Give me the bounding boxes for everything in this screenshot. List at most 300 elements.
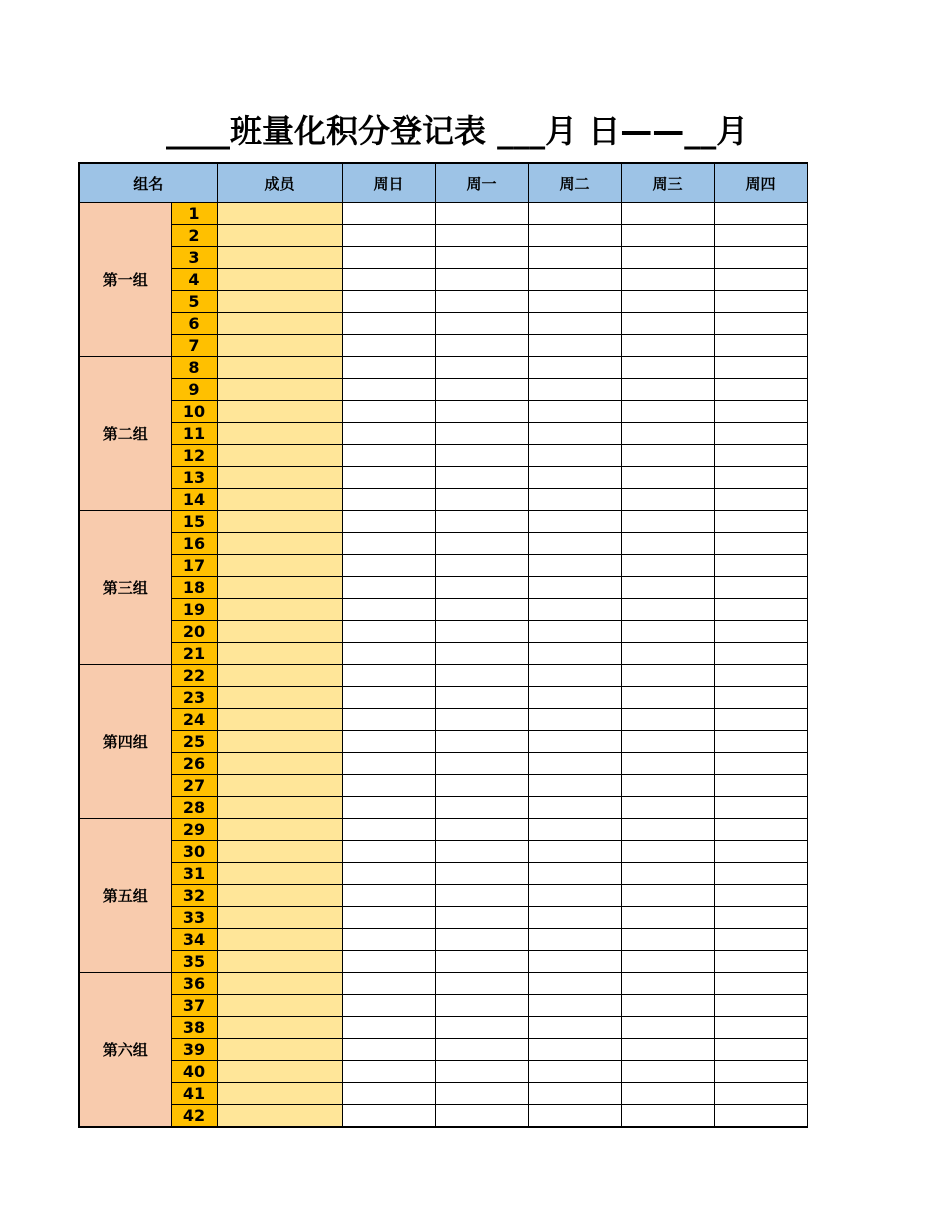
member-number-cell[interactable]: 17	[171, 555, 217, 577]
header-sunday[interactable]: 周日	[342, 163, 435, 203]
member-number-cell[interactable]: 37	[171, 995, 217, 1017]
score-cell-tuesday[interactable]	[528, 753, 621, 775]
score-cell-monday[interactable]	[435, 797, 528, 819]
score-cell-thursday[interactable]	[714, 819, 807, 841]
score-cell-tuesday[interactable]	[528, 577, 621, 599]
score-cell-wednesday[interactable]	[621, 379, 714, 401]
member-number-cell[interactable]: 30	[171, 841, 217, 863]
member-number-cell[interactable]: 21	[171, 643, 217, 665]
member-name-cell[interactable]	[217, 973, 342, 995]
score-cell-monday[interactable]	[435, 1083, 528, 1105]
member-number-cell[interactable]: 4	[171, 269, 217, 291]
score-cell-sunday[interactable]	[342, 885, 435, 907]
score-cell-wednesday[interactable]	[621, 401, 714, 423]
score-cell-monday[interactable]	[435, 335, 528, 357]
score-cell-sunday[interactable]	[342, 995, 435, 1017]
group-name-cell[interactable]: 第二组	[79, 357, 171, 511]
member-number-cell[interactable]: 2	[171, 225, 217, 247]
member-number-cell[interactable]: 18	[171, 577, 217, 599]
score-cell-thursday[interactable]	[714, 335, 807, 357]
member-name-cell[interactable]	[217, 357, 342, 379]
group-name-cell[interactable]: 第三组	[79, 511, 171, 665]
member-name-cell[interactable]	[217, 687, 342, 709]
score-cell-tuesday[interactable]	[528, 797, 621, 819]
score-cell-sunday[interactable]	[342, 335, 435, 357]
score-cell-tuesday[interactable]	[528, 511, 621, 533]
score-cell-thursday[interactable]	[714, 203, 807, 225]
member-number-cell[interactable]: 36	[171, 973, 217, 995]
score-cell-thursday[interactable]	[714, 401, 807, 423]
member-number-cell[interactable]: 19	[171, 599, 217, 621]
score-cell-wednesday[interactable]	[621, 709, 714, 731]
score-cell-monday[interactable]	[435, 269, 528, 291]
member-number-cell[interactable]: 9	[171, 379, 217, 401]
member-name-cell[interactable]	[217, 841, 342, 863]
score-cell-wednesday[interactable]	[621, 819, 714, 841]
member-name-cell[interactable]	[217, 665, 342, 687]
group-name-cell[interactable]: 第六组	[79, 973, 171, 1128]
score-cell-monday[interactable]	[435, 951, 528, 973]
member-name-cell[interactable]	[217, 247, 342, 269]
score-cell-sunday[interactable]	[342, 577, 435, 599]
score-cell-thursday[interactable]	[714, 533, 807, 555]
score-cell-tuesday[interactable]	[528, 841, 621, 863]
score-cell-tuesday[interactable]	[528, 225, 621, 247]
member-name-cell[interactable]	[217, 599, 342, 621]
score-cell-wednesday[interactable]	[621, 247, 714, 269]
score-cell-wednesday[interactable]	[621, 863, 714, 885]
member-number-cell[interactable]: 24	[171, 709, 217, 731]
score-cell-wednesday[interactable]	[621, 951, 714, 973]
score-cell-wednesday[interactable]	[621, 445, 714, 467]
score-cell-thursday[interactable]	[714, 1061, 807, 1083]
score-cell-thursday[interactable]	[714, 1105, 807, 1128]
score-cell-monday[interactable]	[435, 555, 528, 577]
member-name-cell[interactable]	[217, 929, 342, 951]
score-cell-wednesday[interactable]	[621, 225, 714, 247]
score-cell-monday[interactable]	[435, 445, 528, 467]
score-cell-thursday[interactable]	[714, 907, 807, 929]
group-name-cell[interactable]: 第四组	[79, 665, 171, 819]
score-cell-monday[interactable]	[435, 621, 528, 643]
score-cell-sunday[interactable]	[342, 1039, 435, 1061]
score-cell-thursday[interactable]	[714, 973, 807, 995]
score-cell-sunday[interactable]	[342, 797, 435, 819]
member-name-cell[interactable]	[217, 1017, 342, 1039]
score-cell-wednesday[interactable]	[621, 269, 714, 291]
score-cell-wednesday[interactable]	[621, 357, 714, 379]
score-cell-sunday[interactable]	[342, 665, 435, 687]
member-name-cell[interactable]	[217, 1039, 342, 1061]
score-cell-thursday[interactable]	[714, 291, 807, 313]
score-cell-sunday[interactable]	[342, 203, 435, 225]
member-name-cell[interactable]	[217, 291, 342, 313]
member-number-cell[interactable]: 32	[171, 885, 217, 907]
member-name-cell[interactable]	[217, 401, 342, 423]
member-number-cell[interactable]: 39	[171, 1039, 217, 1061]
member-name-cell[interactable]	[217, 753, 342, 775]
score-cell-tuesday[interactable]	[528, 907, 621, 929]
member-number-cell[interactable]: 6	[171, 313, 217, 335]
header-tuesday[interactable]: 周二	[528, 163, 621, 203]
member-name-cell[interactable]	[217, 511, 342, 533]
score-cell-wednesday[interactable]	[621, 841, 714, 863]
score-cell-sunday[interactable]	[342, 775, 435, 797]
score-cell-thursday[interactable]	[714, 445, 807, 467]
score-cell-sunday[interactable]	[342, 555, 435, 577]
member-number-cell[interactable]: 14	[171, 489, 217, 511]
score-cell-tuesday[interactable]	[528, 885, 621, 907]
score-cell-sunday[interactable]	[342, 291, 435, 313]
score-cell-thursday[interactable]	[714, 863, 807, 885]
score-cell-wednesday[interactable]	[621, 643, 714, 665]
score-cell-monday[interactable]	[435, 401, 528, 423]
score-cell-monday[interactable]	[435, 423, 528, 445]
score-cell-monday[interactable]	[435, 203, 528, 225]
score-cell-sunday[interactable]	[342, 225, 435, 247]
score-cell-thursday[interactable]	[714, 313, 807, 335]
score-cell-wednesday[interactable]	[621, 797, 714, 819]
score-cell-sunday[interactable]	[342, 1105, 435, 1128]
score-cell-wednesday[interactable]	[621, 885, 714, 907]
member-number-cell[interactable]: 33	[171, 907, 217, 929]
member-name-cell[interactable]	[217, 731, 342, 753]
member-number-cell[interactable]: 40	[171, 1061, 217, 1083]
score-cell-monday[interactable]	[435, 907, 528, 929]
score-cell-monday[interactable]	[435, 467, 528, 489]
score-cell-sunday[interactable]	[342, 313, 435, 335]
member-number-cell[interactable]: 12	[171, 445, 217, 467]
score-cell-monday[interactable]	[435, 577, 528, 599]
score-cell-sunday[interactable]	[342, 643, 435, 665]
group-name-cell[interactable]: 第一组	[79, 203, 171, 357]
score-cell-tuesday[interactable]	[528, 379, 621, 401]
member-number-cell[interactable]: 31	[171, 863, 217, 885]
score-cell-thursday[interactable]	[714, 269, 807, 291]
score-cell-sunday[interactable]	[342, 489, 435, 511]
member-name-cell[interactable]	[217, 1105, 342, 1128]
member-number-cell[interactable]: 16	[171, 533, 217, 555]
member-name-cell[interactable]	[217, 423, 342, 445]
score-cell-sunday[interactable]	[342, 973, 435, 995]
score-cell-monday[interactable]	[435, 247, 528, 269]
score-cell-thursday[interactable]	[714, 797, 807, 819]
member-number-cell[interactable]: 27	[171, 775, 217, 797]
score-cell-thursday[interactable]	[714, 621, 807, 643]
score-cell-thursday[interactable]	[714, 577, 807, 599]
member-number-cell[interactable]: 5	[171, 291, 217, 313]
score-cell-monday[interactable]	[435, 665, 528, 687]
member-name-cell[interactable]	[217, 467, 342, 489]
score-cell-tuesday[interactable]	[528, 643, 621, 665]
member-name-cell[interactable]	[217, 863, 342, 885]
member-number-cell[interactable]: 29	[171, 819, 217, 841]
member-number-cell[interactable]: 35	[171, 951, 217, 973]
header-monday[interactable]: 周一	[435, 163, 528, 203]
score-cell-wednesday[interactable]	[621, 753, 714, 775]
score-cell-monday[interactable]	[435, 489, 528, 511]
member-number-cell[interactable]: 22	[171, 665, 217, 687]
score-cell-monday[interactable]	[435, 841, 528, 863]
score-cell-tuesday[interactable]	[528, 599, 621, 621]
score-cell-wednesday[interactable]	[621, 489, 714, 511]
score-cell-sunday[interactable]	[342, 401, 435, 423]
score-cell-tuesday[interactable]	[528, 819, 621, 841]
score-cell-sunday[interactable]	[342, 1061, 435, 1083]
score-cell-monday[interactable]	[435, 995, 528, 1017]
score-cell-monday[interactable]	[435, 643, 528, 665]
header-group-name[interactable]: 组名	[79, 163, 217, 203]
score-cell-tuesday[interactable]	[528, 1017, 621, 1039]
score-cell-tuesday[interactable]	[528, 269, 621, 291]
score-cell-sunday[interactable]	[342, 379, 435, 401]
score-cell-wednesday[interactable]	[621, 687, 714, 709]
score-cell-thursday[interactable]	[714, 247, 807, 269]
score-cell-tuesday[interactable]	[528, 489, 621, 511]
score-cell-tuesday[interactable]	[528, 1039, 621, 1061]
member-name-cell[interactable]	[217, 445, 342, 467]
score-cell-sunday[interactable]	[342, 841, 435, 863]
score-cell-wednesday[interactable]	[621, 313, 714, 335]
score-cell-monday[interactable]	[435, 599, 528, 621]
score-cell-sunday[interactable]	[342, 1017, 435, 1039]
score-cell-sunday[interactable]	[342, 533, 435, 555]
score-cell-thursday[interactable]	[714, 929, 807, 951]
score-cell-wednesday[interactable]	[621, 511, 714, 533]
score-cell-sunday[interactable]	[342, 599, 435, 621]
score-cell-wednesday[interactable]	[621, 599, 714, 621]
member-name-cell[interactable]	[217, 1061, 342, 1083]
member-number-cell[interactable]: 26	[171, 753, 217, 775]
score-cell-tuesday[interactable]	[528, 731, 621, 753]
score-cell-monday[interactable]	[435, 929, 528, 951]
score-cell-tuesday[interactable]	[528, 467, 621, 489]
score-cell-sunday[interactable]	[342, 445, 435, 467]
score-cell-monday[interactable]	[435, 357, 528, 379]
member-name-cell[interactable]	[217, 621, 342, 643]
score-cell-tuesday[interactable]	[528, 203, 621, 225]
member-number-cell[interactable]: 13	[171, 467, 217, 489]
score-cell-tuesday[interactable]	[528, 687, 621, 709]
score-cell-thursday[interactable]	[714, 885, 807, 907]
score-cell-tuesday[interactable]	[528, 357, 621, 379]
score-cell-thursday[interactable]	[714, 951, 807, 973]
score-cell-sunday[interactable]	[342, 753, 435, 775]
score-cell-wednesday[interactable]	[621, 731, 714, 753]
member-name-cell[interactable]	[217, 885, 342, 907]
score-cell-tuesday[interactable]	[528, 445, 621, 467]
score-cell-wednesday[interactable]	[621, 203, 714, 225]
score-cell-thursday[interactable]	[714, 665, 807, 687]
score-cell-wednesday[interactable]	[621, 291, 714, 313]
score-cell-monday[interactable]	[435, 291, 528, 313]
member-number-cell[interactable]: 42	[171, 1105, 217, 1128]
score-cell-thursday[interactable]	[714, 599, 807, 621]
score-cell-wednesday[interactable]	[621, 973, 714, 995]
group-name-cell[interactable]: 第五组	[79, 819, 171, 973]
score-cell-thursday[interactable]	[714, 731, 807, 753]
score-cell-monday[interactable]	[435, 775, 528, 797]
score-cell-sunday[interactable]	[342, 621, 435, 643]
score-cell-monday[interactable]	[435, 973, 528, 995]
score-cell-monday[interactable]	[435, 863, 528, 885]
score-cell-thursday[interactable]	[714, 709, 807, 731]
header-member[interactable]: 成员	[217, 163, 342, 203]
score-cell-sunday[interactable]	[342, 951, 435, 973]
score-cell-wednesday[interactable]	[621, 1017, 714, 1039]
member-number-cell[interactable]: 28	[171, 797, 217, 819]
header-wednesday[interactable]: 周三	[621, 163, 714, 203]
member-name-cell[interactable]	[217, 709, 342, 731]
score-cell-tuesday[interactable]	[528, 665, 621, 687]
score-cell-thursday[interactable]	[714, 1083, 807, 1105]
score-cell-sunday[interactable]	[342, 863, 435, 885]
member-number-cell[interactable]: 34	[171, 929, 217, 951]
score-cell-tuesday[interactable]	[528, 621, 621, 643]
member-name-cell[interactable]	[217, 577, 342, 599]
score-cell-sunday[interactable]	[342, 247, 435, 269]
member-name-cell[interactable]	[217, 489, 342, 511]
score-cell-thursday[interactable]	[714, 1039, 807, 1061]
member-name-cell[interactable]	[217, 951, 342, 973]
score-cell-tuesday[interactable]	[528, 555, 621, 577]
score-cell-thursday[interactable]	[714, 753, 807, 775]
member-name-cell[interactable]	[217, 225, 342, 247]
score-cell-thursday[interactable]	[714, 379, 807, 401]
score-cell-monday[interactable]	[435, 885, 528, 907]
score-cell-wednesday[interactable]	[621, 1039, 714, 1061]
score-cell-tuesday[interactable]	[528, 709, 621, 731]
score-cell-tuesday[interactable]	[528, 1083, 621, 1105]
score-cell-wednesday[interactable]	[621, 577, 714, 599]
score-cell-tuesday[interactable]	[528, 533, 621, 555]
member-name-cell[interactable]	[217, 555, 342, 577]
score-cell-wednesday[interactable]	[621, 929, 714, 951]
member-number-cell[interactable]: 41	[171, 1083, 217, 1105]
score-cell-monday[interactable]	[435, 313, 528, 335]
score-cell-tuesday[interactable]	[528, 401, 621, 423]
score-cell-monday[interactable]	[435, 1017, 528, 1039]
member-name-cell[interactable]	[217, 775, 342, 797]
score-cell-sunday[interactable]	[342, 1083, 435, 1105]
member-number-cell[interactable]: 15	[171, 511, 217, 533]
member-number-cell[interactable]: 25	[171, 731, 217, 753]
score-cell-thursday[interactable]	[714, 643, 807, 665]
score-cell-monday[interactable]	[435, 533, 528, 555]
score-cell-wednesday[interactable]	[621, 555, 714, 577]
member-name-cell[interactable]	[217, 1083, 342, 1105]
score-cell-tuesday[interactable]	[528, 863, 621, 885]
score-cell-tuesday[interactable]	[528, 951, 621, 973]
score-cell-wednesday[interactable]	[621, 1061, 714, 1083]
member-number-cell[interactable]: 38	[171, 1017, 217, 1039]
score-cell-tuesday[interactable]	[528, 775, 621, 797]
score-cell-thursday[interactable]	[714, 775, 807, 797]
member-name-cell[interactable]	[217, 907, 342, 929]
score-cell-tuesday[interactable]	[528, 1061, 621, 1083]
score-cell-thursday[interactable]	[714, 841, 807, 863]
score-cell-thursday[interactable]	[714, 555, 807, 577]
member-name-cell[interactable]	[217, 203, 342, 225]
member-number-cell[interactable]: 1	[171, 203, 217, 225]
score-cell-monday[interactable]	[435, 379, 528, 401]
member-number-cell[interactable]: 7	[171, 335, 217, 357]
member-name-cell[interactable]	[217, 819, 342, 841]
score-cell-wednesday[interactable]	[621, 533, 714, 555]
score-cell-sunday[interactable]	[342, 357, 435, 379]
score-cell-monday[interactable]	[435, 709, 528, 731]
score-cell-tuesday[interactable]	[528, 423, 621, 445]
score-cell-thursday[interactable]	[714, 995, 807, 1017]
score-cell-monday[interactable]	[435, 1039, 528, 1061]
score-cell-monday[interactable]	[435, 511, 528, 533]
score-cell-tuesday[interactable]	[528, 995, 621, 1017]
score-cell-wednesday[interactable]	[621, 907, 714, 929]
score-cell-sunday[interactable]	[342, 269, 435, 291]
score-cell-tuesday[interactable]	[528, 247, 621, 269]
member-name-cell[interactable]	[217, 643, 342, 665]
score-cell-tuesday[interactable]	[528, 973, 621, 995]
score-cell-sunday[interactable]	[342, 819, 435, 841]
score-cell-monday[interactable]	[435, 225, 528, 247]
member-number-cell[interactable]: 23	[171, 687, 217, 709]
score-cell-wednesday[interactable]	[621, 335, 714, 357]
member-number-cell[interactable]: 11	[171, 423, 217, 445]
score-cell-wednesday[interactable]	[621, 665, 714, 687]
member-name-cell[interactable]	[217, 313, 342, 335]
score-cell-sunday[interactable]	[342, 907, 435, 929]
score-cell-wednesday[interactable]	[621, 621, 714, 643]
score-cell-sunday[interactable]	[342, 467, 435, 489]
score-cell-wednesday[interactable]	[621, 1083, 714, 1105]
score-cell-sunday[interactable]	[342, 929, 435, 951]
score-cell-wednesday[interactable]	[621, 423, 714, 445]
score-cell-thursday[interactable]	[714, 511, 807, 533]
score-cell-thursday[interactable]	[714, 1017, 807, 1039]
score-cell-sunday[interactable]	[342, 709, 435, 731]
score-cell-wednesday[interactable]	[621, 467, 714, 489]
member-number-cell[interactable]: 8	[171, 357, 217, 379]
member-number-cell[interactable]: 20	[171, 621, 217, 643]
score-cell-monday[interactable]	[435, 819, 528, 841]
score-cell-sunday[interactable]	[342, 731, 435, 753]
score-cell-tuesday[interactable]	[528, 335, 621, 357]
score-cell-thursday[interactable]	[714, 687, 807, 709]
score-cell-monday[interactable]	[435, 753, 528, 775]
member-name-cell[interactable]	[217, 335, 342, 357]
score-cell-thursday[interactable]	[714, 423, 807, 445]
member-name-cell[interactable]	[217, 995, 342, 1017]
score-cell-thursday[interactable]	[714, 357, 807, 379]
member-name-cell[interactable]	[217, 533, 342, 555]
score-cell-sunday[interactable]	[342, 511, 435, 533]
score-cell-wednesday[interactable]	[621, 995, 714, 1017]
score-cell-thursday[interactable]	[714, 489, 807, 511]
score-cell-thursday[interactable]	[714, 467, 807, 489]
member-name-cell[interactable]	[217, 269, 342, 291]
score-cell-tuesday[interactable]	[528, 929, 621, 951]
score-cell-sunday[interactable]	[342, 687, 435, 709]
header-thursday[interactable]: 周四	[714, 163, 807, 203]
score-cell-tuesday[interactable]	[528, 313, 621, 335]
member-name-cell[interactable]	[217, 379, 342, 401]
score-cell-monday[interactable]	[435, 1105, 528, 1128]
member-number-cell[interactable]: 3	[171, 247, 217, 269]
score-cell-monday[interactable]	[435, 731, 528, 753]
score-cell-tuesday[interactable]	[528, 291, 621, 313]
score-cell-wednesday[interactable]	[621, 775, 714, 797]
score-cell-tuesday[interactable]	[528, 1105, 621, 1128]
